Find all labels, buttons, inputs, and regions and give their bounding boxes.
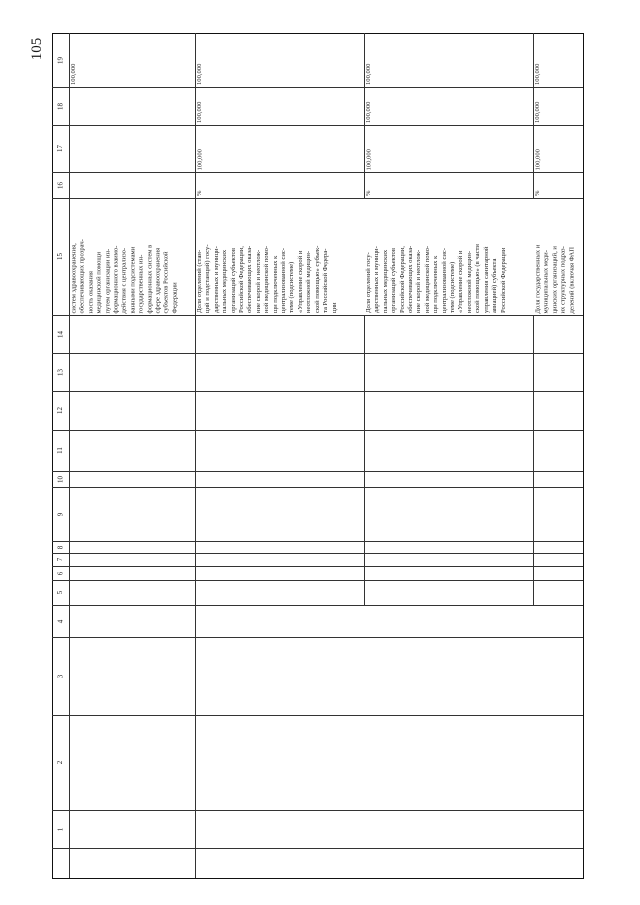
grid-line	[52, 353, 583, 354]
grid-line	[52, 430, 583, 431]
page-number: 105	[28, 37, 45, 61]
grid-line	[583, 33, 584, 878]
value-col-19: 100,000	[196, 63, 203, 85]
column-number: 6	[56, 571, 64, 575]
grid-line	[52, 605, 583, 606]
column-number: 5	[56, 590, 64, 595]
grid-line	[52, 541, 583, 542]
grid-line	[52, 33, 583, 34]
grid-line	[195, 315, 196, 605]
grid-line	[364, 315, 365, 605]
indicator-description: Доля отделений госу- дарственных и муници- пальных медицинских организаций субъектов Российской Федерации, обеспечивающих оказа- ние скорой и неотлож- ной медицинской помо- щи подключенных к централизованной сис- теме (подсистеме) «Управление скорой и неотложной медицин- ской помощью» (в части управления санитарной авиацией) субъекта Российской Федерации	[365, 244, 507, 313]
column-number: 17	[56, 145, 64, 152]
value-col-19: 100,000	[365, 63, 372, 85]
grid-line	[52, 198, 583, 199]
grid-line	[52, 566, 583, 567]
column-number: 7	[56, 557, 64, 562]
grid-line	[52, 87, 583, 88]
grid-line	[52, 637, 583, 638]
unit-label: %	[365, 190, 372, 196]
column-number: 8	[56, 545, 64, 549]
grid-line	[52, 715, 583, 716]
column-number: 15	[56, 253, 64, 260]
column-number: 4	[56, 619, 64, 623]
grid-line	[533, 315, 534, 605]
value-col-17: 100,000	[365, 148, 372, 170]
grid-line	[52, 878, 584, 879]
unit-label: %	[534, 190, 541, 196]
indicator-description: Доля государственных и муниципальных меди- цинских организаций, и их структурных подраз- делений (включая ФАП	[534, 244, 575, 313]
value-col-19: 100,000	[534, 63, 541, 85]
grid-line	[52, 810, 583, 811]
grid-line	[52, 391, 583, 392]
grid-line	[52, 315, 583, 316]
column-number: 14	[56, 330, 64, 338]
grid-line	[69, 33, 70, 878]
column-number: 13	[56, 368, 64, 376]
indicator-description: систем здравоохранения, обеспечивающих прозрач- ность оказания медицинской помощи путем организации ин- формационного взаимо- действия с централизо- ванными подсистемами государственных ин- формационных систем в сфере здравоохранения субъектов Российской Федерации	[70, 238, 178, 313]
column-number: 10	[56, 475, 64, 483]
column-number: 16	[56, 181, 64, 189]
value-col-18: 100,000	[534, 101, 541, 123]
column-number: 2	[56, 760, 64, 765]
value-col-17: 100,000	[534, 148, 541, 170]
grid-line	[52, 553, 583, 554]
grid-line	[52, 125, 583, 126]
grid-line	[52, 172, 583, 173]
grid-line	[52, 471, 583, 472]
column-number: 9	[56, 512, 64, 516]
value-col-17: 100,000	[196, 148, 203, 170]
unit-label: %	[196, 190, 203, 196]
value-col-19: 100,000	[70, 63, 77, 85]
column-number: 11	[56, 447, 64, 454]
column-number: 18	[56, 102, 64, 110]
column-number: 19	[56, 56, 64, 64]
grid-line	[52, 487, 583, 488]
column-number: 1	[56, 827, 64, 831]
value-col-18: 100,000	[196, 101, 203, 123]
indicator-description: Доля отделений (стан- ций и подстанций) госу- дарственных и муници- пальных медицинских организаций субъектов Российской Федерации, обеспечивающих оказа- ние скорой и неотлож- ной медицинской помо- щи подключенных к централизованной сис- теме (подсистеме) «Управление скорой и неотложной медицин- ской помощью» субъек- та Российской Федера- ции	[196, 244, 338, 313]
value-col-18: 100,000	[365, 101, 372, 123]
column-number: 3	[56, 674, 64, 678]
grid-line	[52, 848, 583, 849]
column-number: 12	[56, 407, 64, 414]
grid-line	[195, 605, 196, 878]
grid-line	[52, 580, 583, 581]
